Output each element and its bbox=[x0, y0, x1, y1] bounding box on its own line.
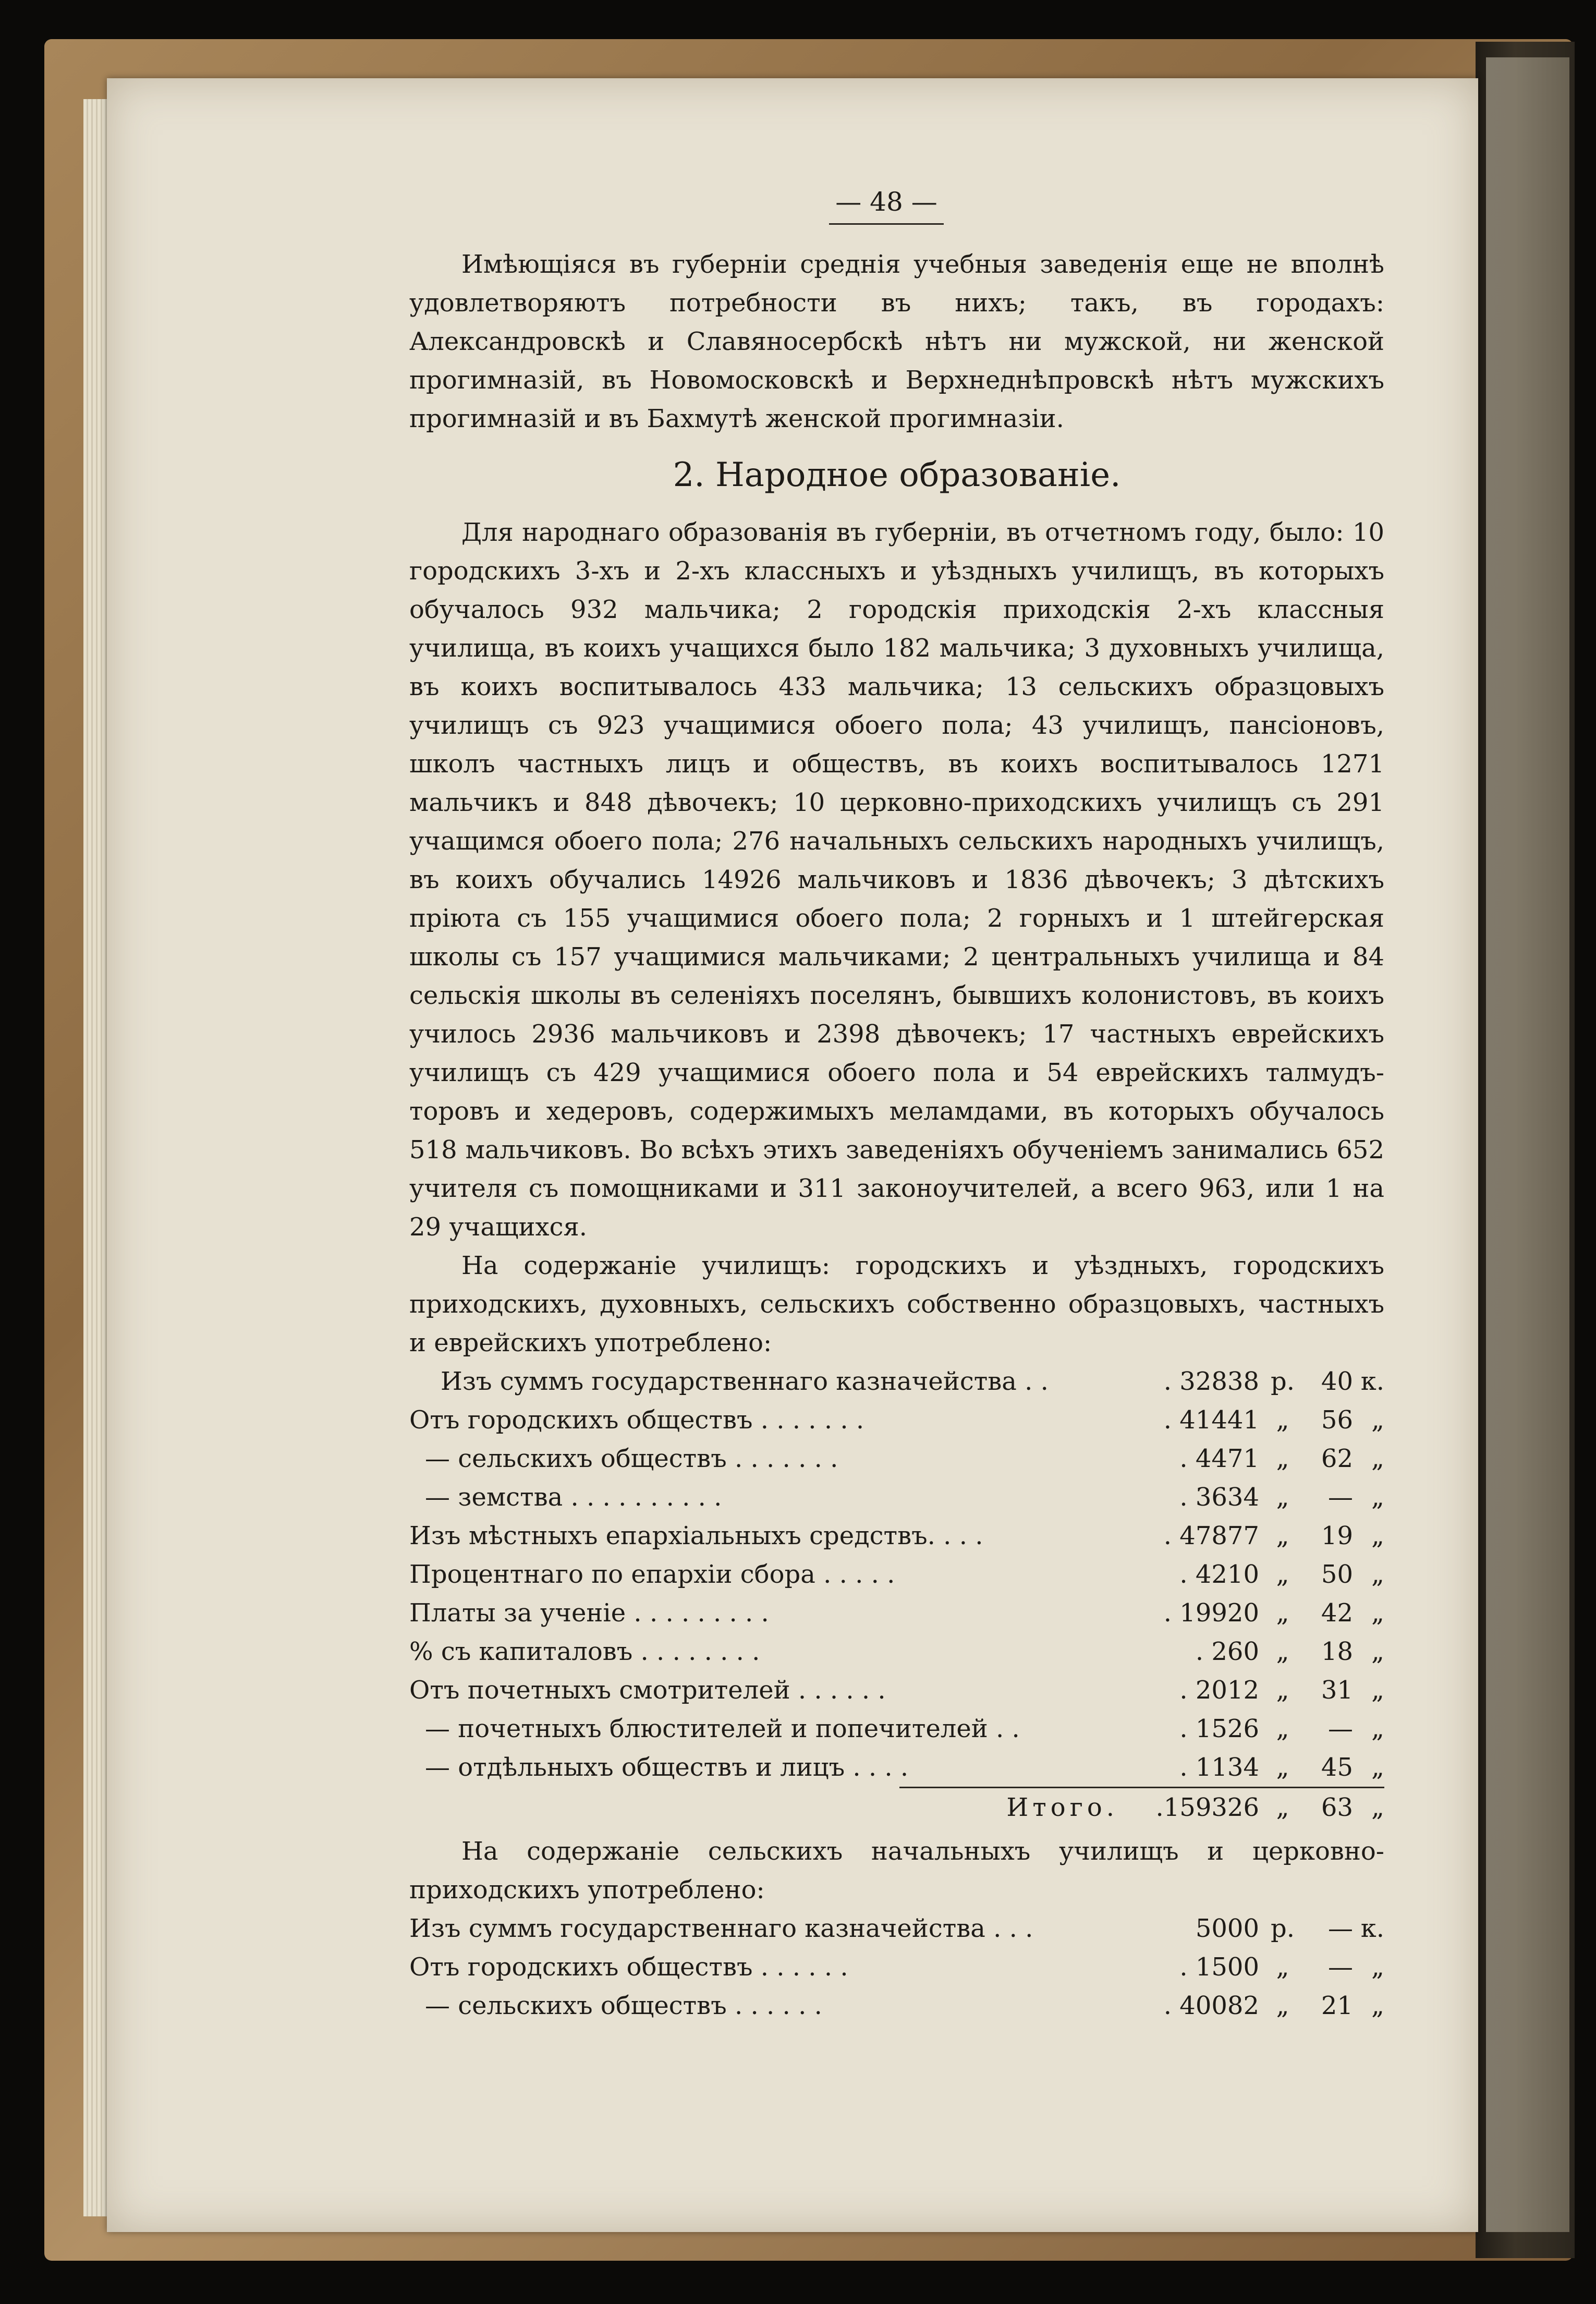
intro-paragraph: Имѣющіяся въ губерніи среднія учебныя заведенія еще не вполнѣ удовлетворяютъ потребности въ нихъ; такъ, въ городахъ: Александровскѣ и Славяносербскѣ нѣтъ ни мужской, ни женской прогимназій, въ Новомосковскѣ и Верхнеднѣпровскѣ нѣтъ мужскихъ прогимназій и въ Бахмутѣ женской прогимназіи. bbox=[409, 250, 1384, 433]
row-sum: . 4471 bbox=[1179, 1444, 1259, 1473]
row-sum: . 2012 bbox=[1179, 1676, 1259, 1705]
table-row bbox=[409, 1439, 1384, 1478]
row-kop: 45 bbox=[1321, 1753, 1353, 1782]
total-sum: .159326 bbox=[1155, 1793, 1259, 1822]
row-unit-kop: „ bbox=[1371, 1676, 1384, 1705]
row-unit-rub: „ bbox=[1276, 1521, 1289, 1550]
row-kop: — bbox=[1328, 1714, 1353, 1743]
table-row bbox=[409, 1594, 1384, 1632]
row-kop: 50 bbox=[1321, 1560, 1353, 1589]
row-kop: 19 bbox=[1321, 1521, 1353, 1550]
row-unit-rub: „ bbox=[1276, 1405, 1289, 1435]
row-sum: . 260 bbox=[1195, 1637, 1259, 1666]
row-unit-rub: „ bbox=[1276, 1637, 1289, 1666]
row-unit-rub: р. bbox=[1271, 1367, 1295, 1396]
row-sum: . 1134 bbox=[1179, 1753, 1259, 1782]
total-row bbox=[409, 1788, 1384, 1827]
paragraph-schools: Для народнаго образованія въ губерніи, въ отчетномъ году, было: 10 городскихъ 3-хъ и 2-хъ классныхъ и уѣздныхъ училищъ, въ которыхъ обучалось 932 мальчика; 2 городскія приходскія 2-хъ классныя училища, въ коихъ учащихся было 182 мальчика; 3 духовныхъ училища, въ коихъ воспитывалось 433 мальчика; 13 сельскихъ образцовыхъ училищъ съ 923 учащимися обоего пола; 43 училищъ, пансіоновъ, школъ частныхъ лицъ и обществъ, въ коихъ воспитывалось 1271 мальчикъ и 848 дѣвочекъ; 10 церковно-приходскихъ училищъ съ 291 учащимся обоего пола; 276 начальныхъ сельскихъ народныхъ училищъ, въ коихъ обучались 14926 мальчиковъ и 1836 дѣвочекъ; 3 дѣтскихъ пріюта съ 155 учащимися обоего пола; 2 горныхъ и 1 штейгерская школы съ 157 учащимися мальчиками; 2 центральныхъ училища и 84 сельскія школы въ селеніяхъ поселянъ, бывшихъ колонистовъ, въ коихъ училось 2936 мальчиковъ и 2398 дѣвочекъ; 17 частныхъ еврейскихъ училищъ съ 429 учащимися обоего пола и 54 еврейскихъ талмудъ-торовъ и хедеровъ, содержимыхъ меламдами, въ которыхъ обучалось 518 мальчиковъ. Во всѣхъ этихъ заведеніяхъ обученіемъ занимались 652 учителя съ помощниками и 311 законоучителей, а всего 963, или 1 на 29 учащихся. bbox=[409, 518, 1384, 1242]
row-unit-rub: „ bbox=[1276, 1714, 1289, 1743]
row-label: Платы за ученіе . . . . . . . . . bbox=[409, 1598, 769, 1628]
page-edges bbox=[83, 99, 107, 2216]
row-kop: 56 bbox=[1321, 1405, 1353, 1435]
row-unit-kop: „ bbox=[1371, 1560, 1384, 1589]
row-unit-rub: „ bbox=[1276, 1953, 1289, 1982]
row-sum: . 40082 bbox=[1163, 1991, 1259, 2020]
row-label: — сельскихъ обществъ . . . . . . bbox=[425, 1991, 822, 2020]
table-row bbox=[409, 1986, 1384, 2025]
row-label: Изъ суммъ государственнаго казначейства . . bbox=[441, 1367, 1049, 1396]
row-label: Изъ суммъ государственнаго казначейства . . . bbox=[409, 1914, 1033, 1943]
row-unit-kop: „ bbox=[1371, 1598, 1384, 1628]
table-row bbox=[409, 1555, 1384, 1594]
page-number-underline bbox=[829, 223, 944, 225]
row-unit-kop: „ bbox=[1371, 1991, 1384, 2020]
total-label: Итого. bbox=[1006, 1793, 1118, 1822]
funding-table bbox=[409, 1362, 1384, 1787]
row-sum: . 47877 bbox=[1163, 1521, 1259, 1550]
facing-page-edge bbox=[1486, 57, 1569, 2232]
row-unit-rub: р. bbox=[1271, 1914, 1295, 1943]
table-row bbox=[409, 1748, 1384, 1787]
row-unit-kop: к. bbox=[1360, 1914, 1384, 1943]
row-unit-kop: к. bbox=[1360, 1367, 1384, 1396]
row-kop: — bbox=[1328, 1953, 1353, 1982]
row-sum: . 4210 bbox=[1179, 1560, 1259, 1589]
row-kop: 31 bbox=[1321, 1676, 1353, 1705]
row-unit-kop: „ bbox=[1371, 1637, 1384, 1666]
row-sum: . 1526 bbox=[1179, 1714, 1259, 1743]
row-kop: 42 bbox=[1321, 1598, 1353, 1628]
row-label: Отъ городскихъ обществъ . . . . . . bbox=[409, 1953, 848, 1982]
row-unit-rub: „ bbox=[1276, 1598, 1289, 1628]
row-label: Процентнаго по епархіи сбора . . . . . bbox=[409, 1560, 895, 1589]
row-label: — почетныхъ блюстителей и попечителей . . bbox=[425, 1714, 1020, 1743]
row-sum: . 3634 bbox=[1179, 1483, 1259, 1512]
table-row bbox=[409, 1909, 1384, 1948]
row-sum: . 19920 bbox=[1163, 1598, 1259, 1628]
row-label: — сельскихъ обществъ . . . . . . . bbox=[425, 1444, 838, 1473]
row-kop: — bbox=[1328, 1914, 1353, 1943]
table-row bbox=[409, 1948, 1384, 1986]
table-row bbox=[409, 1362, 1384, 1401]
row-label: Отъ городскихъ обществъ . . . . . . . bbox=[409, 1405, 864, 1435]
row-unit-rub: „ bbox=[1276, 1444, 1289, 1473]
rural-funding-table bbox=[409, 1909, 1384, 2025]
table-row bbox=[409, 1632, 1384, 1671]
page-number: — 48 — bbox=[835, 187, 937, 217]
row-unit-rub: „ bbox=[1276, 1560, 1289, 1589]
row-sum: . 1500 bbox=[1179, 1953, 1259, 1982]
row-unit-kop: „ bbox=[1371, 1953, 1384, 1982]
row-unit-kop: „ bbox=[1371, 1405, 1384, 1435]
row-sum: . 41441 bbox=[1163, 1405, 1259, 1435]
row-unit-kop: „ bbox=[1371, 1753, 1384, 1782]
row-label: — отдѣльныхъ обществъ и лицъ . . . . bbox=[425, 1753, 909, 1782]
row-unit-rub: „ bbox=[1276, 1676, 1289, 1705]
row-unit-kop: „ bbox=[1371, 1483, 1384, 1512]
row-kop: 18 bbox=[1321, 1637, 1353, 1666]
row-label: % съ капиталовъ . . . . . . . . bbox=[409, 1637, 760, 1666]
table-row bbox=[409, 1709, 1384, 1748]
row-unit-rub: „ bbox=[1276, 1991, 1289, 2020]
section-heading: 2. Народное образованіе. bbox=[673, 456, 1121, 494]
row-label: Отъ почетныхъ смотрителей . . . . . . bbox=[409, 1676, 886, 1705]
row-kop: — bbox=[1328, 1483, 1353, 1512]
table-row bbox=[409, 1517, 1384, 1555]
row-kop: 62 bbox=[1321, 1444, 1353, 1473]
row-label: — земства . . . . . . . . . . bbox=[425, 1483, 722, 1512]
table-row bbox=[409, 1401, 1384, 1439]
row-unit-kop: „ bbox=[1371, 1521, 1384, 1550]
row-unit-kop: „ bbox=[1371, 1714, 1384, 1743]
paragraph-rural-funding: На содержаніе сельскихъ начальныхъ училищъ и церковно-приходскихъ употреблено: bbox=[409, 1837, 1384, 1905]
row-unit-kop: „ bbox=[1371, 1444, 1384, 1473]
row-label: Изъ мѣстныхъ епархіальныхъ средствъ. . . . bbox=[409, 1521, 983, 1550]
total-unit-rub: „ bbox=[1276, 1793, 1289, 1822]
row-unit-rub: „ bbox=[1276, 1483, 1289, 1512]
row-kop: 40 bbox=[1321, 1367, 1353, 1396]
total-kop: 63 bbox=[1321, 1793, 1353, 1822]
total-unit-kop: „ bbox=[1371, 1793, 1384, 1822]
table-row bbox=[409, 1671, 1384, 1709]
row-sum: 5000 bbox=[1195, 1914, 1259, 1943]
row-unit-rub: „ bbox=[1276, 1753, 1289, 1782]
paragraph-funding: На содержаніе училищъ: городскихъ и уѣздныхъ, городскихъ приходскихъ, духовныхъ, сельскихъ собственно образцовыхъ, частныхъ и еврейскихъ употреблено: bbox=[409, 1251, 1384, 1357]
table-row bbox=[409, 1478, 1384, 1517]
row-sum: . 32838 bbox=[1163, 1367, 1259, 1396]
row-kop: 21 bbox=[1321, 1991, 1353, 2020]
page-body bbox=[409, 245, 1384, 2025]
